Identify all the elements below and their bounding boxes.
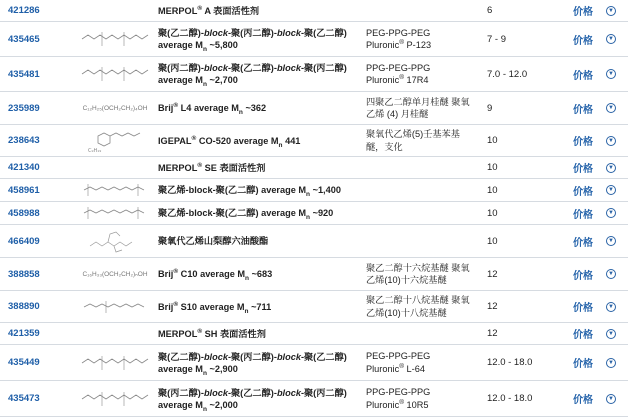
- product-name: 聚氧代乙烯山梨醇六油酸酯: [158, 236, 269, 246]
- product-number-link[interactable]: 388890: [8, 301, 40, 312]
- product-name: 聚(乙二醇)-block-聚(丙二醇)-block-聚(乙二醇) average $M_n$ ~2,900: [158, 351, 347, 377]
- synonyms: 聚乙二醇十八烷基醚 聚氧 乙烯(10)十八烷基醚: [366, 295, 470, 318]
- table-row: [0, 202, 628, 225]
- hlb-value: 9: [487, 102, 493, 114]
- chevron-down-circle-icon[interactable]: ▼: [606, 394, 616, 404]
- product-number-link[interactable]: 235989: [8, 102, 40, 114]
- structure-formula: C₁₆H₃₃(OCH₂CH₂)ₙOH: [82, 271, 148, 278]
- table-row: [0, 92, 628, 125]
- product-number-link[interactable]: 435465: [8, 33, 40, 45]
- price-link[interactable]: 价格: [573, 359, 593, 370]
- product-number-link[interactable]: 466409: [8, 235, 40, 247]
- table-row: [0, 57, 628, 92]
- price-link[interactable]: 价格: [573, 395, 593, 406]
- hlb-value: 7.0 - 12.0: [487, 68, 528, 80]
- price-link[interactable]: 价格: [573, 303, 593, 314]
- synonyms: 四聚乙二醇单月桂醚 聚氧 乙烯 (4) 月桂醚: [366, 96, 470, 119]
- synonyms: 聚乙二醇十六烷基醚 聚氧 乙烯(10)十六烷基醚: [366, 262, 470, 285]
- structure-image: [78, 125, 152, 156]
- product-number-link[interactable]: 388858: [8, 268, 40, 280]
- synonyms: 聚氧代乙烯(5)壬基苯基 醚，支化: [366, 129, 460, 152]
- table-row: [0, 345, 628, 381]
- product-name: 聚乙烯-block-聚(乙二醇) average $M_n$ ~920: [158, 208, 334, 221]
- product-name: 聚(丙二醇)-block-聚(乙二醇)-block-聚(丙二醇) average $M_n$ ~2,000: [158, 387, 347, 413]
- synonyms: PPG-PEG-PPG Pluronic® 10R5: [366, 387, 431, 410]
- product-number-link[interactable]: 238643: [8, 135, 40, 146]
- structure-image: [78, 291, 152, 322]
- price-link[interactable]: 价格: [573, 209, 593, 221]
- synonyms: PEG-PPG-PEG Pluronic® L-64: [366, 351, 431, 374]
- table-row: [0, 157, 628, 179]
- price-link[interactable]: 价格: [573, 164, 593, 175]
- svg-text:C₉H₁₉: C₉H₁₉: [88, 147, 102, 154]
- synonyms: PEG-PPG-PEG Pluronic® P-123: [366, 27, 432, 50]
- structure-image: [78, 225, 152, 257]
- hlb-value: 10: [487, 135, 498, 146]
- table-row: [0, 258, 628, 291]
- product-name: IGEPAL® CO-520 average $M_n$ 441: [158, 134, 301, 149]
- structure-image: [78, 179, 152, 201]
- chevron-down-circle-icon[interactable]: ▼: [606, 69, 616, 79]
- structure-image: [78, 345, 152, 380]
- chevron-down-circle-icon[interactable]: ▼: [606, 136, 616, 146]
- price-link[interactable]: 价格: [573, 237, 593, 249]
- structure-image: [78, 57, 152, 91]
- product-name: MERPOL® SE 表面活性剂: [158, 161, 266, 173]
- product-number-link[interactable]: 458961: [8, 184, 40, 196]
- product-number-link[interactable]: 421359: [8, 328, 40, 339]
- product-number-link[interactable]: 458988: [8, 207, 40, 219]
- table-row: [0, 0, 628, 22]
- hlb-value: 12: [487, 328, 498, 339]
- table-row: [0, 291, 628, 323]
- price-link[interactable]: 价格: [573, 186, 593, 198]
- price-link[interactable]: 价格: [573, 330, 593, 341]
- table-row: [0, 22, 628, 57]
- hlb-value: 10: [487, 235, 498, 247]
- synonyms: PPG-PEG-PPG Pluronic® 17R4: [366, 62, 431, 85]
- chevron-down-circle-icon[interactable]: ▼: [606, 302, 616, 312]
- structure-image: [78, 92, 152, 124]
- hlb-value: 12.0 - 18.0: [487, 393, 533, 404]
- product-name: Brij® S10 average $M_n$ ~711: [158, 300, 272, 315]
- price-link[interactable]: 价格: [573, 35, 593, 47]
- price-link[interactable]: 价格: [573, 270, 593, 282]
- product-number-link[interactable]: 421286: [8, 5, 40, 16]
- price-link[interactable]: 价格: [573, 104, 593, 116]
- hlb-value: 12: [487, 301, 498, 312]
- hlb-value: 10: [487, 184, 498, 196]
- hlb-value: 12: [487, 268, 498, 280]
- table-row: [0, 225, 628, 258]
- chevron-down-circle-icon[interactable]: ▼: [606, 329, 616, 339]
- structure-formula: C₁₂H₂₅(OCH₂CH₂)₄OH: [82, 104, 148, 112]
- product-name: Brij® L4 average $M_n$ ~362: [158, 101, 267, 116]
- chevron-down-circle-icon[interactable]: ▼: [606, 185, 616, 195]
- hlb-value: 10: [487, 207, 498, 219]
- product-name: Brij® C10 average $M_n$ ~683: [158, 267, 273, 282]
- chevron-down-circle-icon[interactable]: ▼: [606, 34, 616, 44]
- product-number-link[interactable]: 435481: [8, 68, 40, 80]
- chevron-down-circle-icon[interactable]: ▼: [606, 358, 616, 368]
- price-link[interactable]: 价格: [573, 70, 593, 82]
- chevron-down-circle-icon[interactable]: ▼: [606, 163, 616, 173]
- price-link[interactable]: 价格: [573, 137, 593, 148]
- chevron-down-circle-icon[interactable]: ▼: [606, 236, 616, 246]
- structure-image: [78, 22, 152, 56]
- product-number-link[interactable]: 421340: [8, 162, 40, 173]
- product-name: 聚(乙二醇)-block-聚(丙二醇)-block-聚(乙二醇) average $M_n$ ~5,800: [158, 28, 347, 53]
- chevron-down-circle-icon[interactable]: ▼: [606, 208, 616, 218]
- product-name: 聚乙烯-block-聚(乙二醇) average $M_n$ ~1,400: [158, 185, 341, 198]
- product-name: MERPOL® SH 表面活性剂: [158, 327, 266, 339]
- hlb-value: 12.0 - 18.0: [487, 357, 533, 368]
- hlb-value: 6: [487, 5, 493, 16]
- product-number-link[interactable]: 435473: [8, 393, 40, 404]
- structure-image: [78, 258, 152, 290]
- hlb-value: 7 - 9: [487, 33, 507, 45]
- table-row: [0, 179, 628, 202]
- chevron-down-circle-icon[interactable]: ▼: [606, 269, 616, 279]
- product-number-link[interactable]: 435449: [8, 357, 40, 368]
- chevron-down-circle-icon[interactable]: ▼: [606, 103, 616, 113]
- product-name: 聚(丙二醇)-block-聚(乙二醇)-block-聚(丙二醇) average $M_n$ ~2,700: [158, 63, 347, 88]
- price-link[interactable]: 价格: [573, 7, 593, 18]
- product-name: MERPOL® A 表面活性剂: [158, 4, 260, 16]
- table-row: [0, 125, 628, 157]
- structure-image: [78, 202, 152, 224]
- table-row: [0, 323, 628, 345]
- chevron-down-circle-icon[interactable]: ▼: [606, 6, 616, 16]
- hlb-value: 10: [487, 162, 498, 173]
- table-row: [0, 381, 628, 417]
- structure-image: [78, 381, 152, 416]
